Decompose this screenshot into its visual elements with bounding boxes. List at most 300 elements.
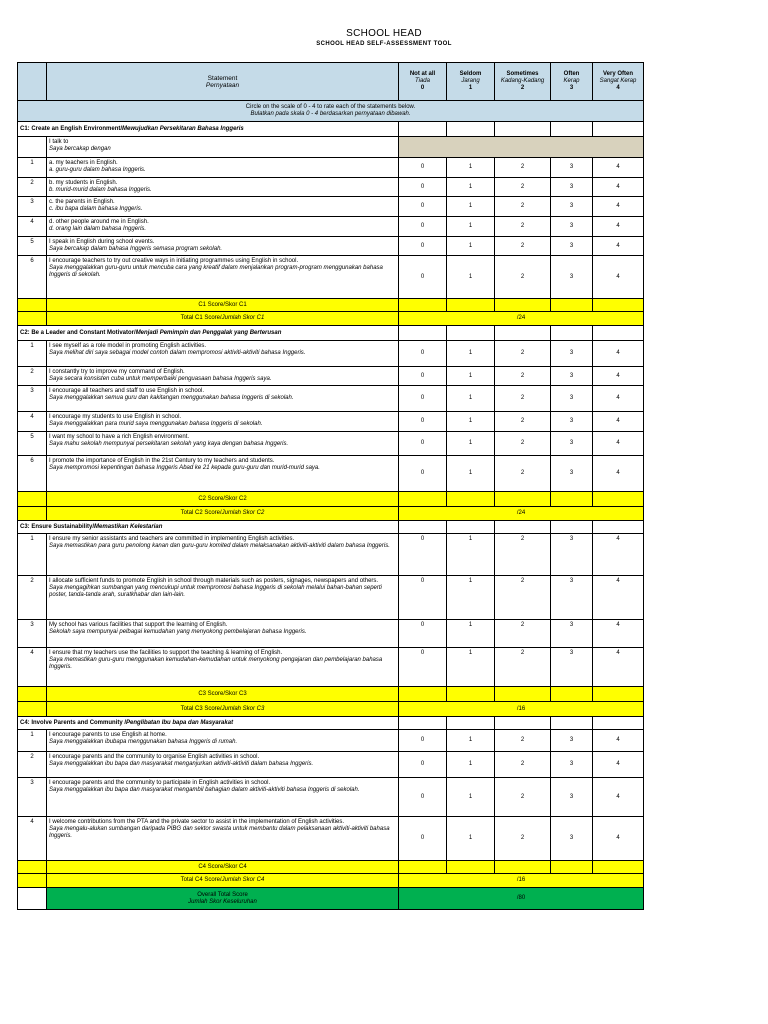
statement-row xyxy=(18,648,644,687)
score-option-0[interactable]: 0 xyxy=(399,237,447,256)
overall-label-ms: Jumlah Skor Keseluruhan xyxy=(188,898,257,905)
intro-shaded-cell xyxy=(399,137,644,158)
statement-number: 6 xyxy=(18,456,47,492)
score-option-2[interactable]: 2 xyxy=(495,178,551,197)
statement-cell xyxy=(47,778,399,817)
score-option-1[interactable]: 1 xyxy=(447,648,495,687)
empty-cell xyxy=(495,326,551,341)
statement-text-en: I encourage my students to use English in school. xyxy=(49,414,182,420)
score-option-4[interactable]: 4 xyxy=(593,412,644,432)
section-score-row xyxy=(18,687,644,702)
score-option-4[interactable]: 4 xyxy=(593,576,644,620)
statement-text-ms: d. orang lain dalam bahasa Inggeris. xyxy=(49,226,147,232)
score-option-2[interactable]: 2 xyxy=(495,412,551,432)
statement-row xyxy=(18,778,644,817)
header-statement-cell xyxy=(47,63,399,101)
scale-ms: Jarang xyxy=(461,78,480,84)
score-option-2[interactable]: 2 xyxy=(495,817,551,861)
score-option-3[interactable]: 3 xyxy=(551,456,593,492)
empty-cell xyxy=(399,122,447,137)
statement-text-ms: b. murid-murid dalam bahasa Inggeris. xyxy=(49,187,152,193)
score-option-1[interactable]: 1 xyxy=(447,412,495,432)
score-entry-cell[interactable] xyxy=(593,861,644,874)
statement-row xyxy=(18,432,644,456)
score-option-3[interactable]: 3 xyxy=(551,817,593,861)
statement-text-en: I want my school to have a rich English environment. xyxy=(49,434,190,440)
header-row xyxy=(18,63,644,101)
total-label-ms: Jumlah Skor C3 xyxy=(221,705,265,712)
score-option-0[interactable]: 0 xyxy=(399,386,447,412)
score-option-1[interactable]: 1 xyxy=(447,576,495,620)
section-title-cell xyxy=(18,521,399,534)
score-option-0[interactable]: 0 xyxy=(399,412,447,432)
statement-text-ms: Saya menggalakkan para murid saya menggunakan bahasa Inggeris di sekolah. xyxy=(49,421,263,427)
score-option-0[interactable]: 0 xyxy=(399,730,447,752)
section-total-max[interactable]: /24 xyxy=(399,312,644,326)
statement-number: 3 xyxy=(18,778,47,817)
score-option-3[interactable]: 3 xyxy=(551,158,593,178)
score-option-3[interactable]: 3 xyxy=(551,778,593,817)
empty-cell xyxy=(18,312,47,326)
statement-number: 2 xyxy=(18,367,47,386)
score-option-2[interactable]: 2 xyxy=(495,534,551,576)
scale-en: Very Often xyxy=(602,71,633,77)
score-option-4[interactable]: 4 xyxy=(593,817,644,861)
instructions-cell xyxy=(18,101,644,122)
statement-number: 3 xyxy=(18,620,47,648)
statement-text-en: I encourage teachers to try out creative ways in initiating programmes using English in school. xyxy=(49,258,299,264)
score-option-0[interactable]: 0 xyxy=(399,432,447,456)
section-score-label: C1 Score/Skor C1 xyxy=(47,299,399,312)
score-option-1[interactable]: 1 xyxy=(447,197,495,217)
score-option-4[interactable]: 4 xyxy=(593,256,644,299)
score-entry-cell[interactable] xyxy=(495,861,551,874)
score-option-0[interactable]: 0 xyxy=(399,752,447,778)
statement-text-en: a. my teachers in English. xyxy=(49,160,118,166)
score-option-3[interactable]: 3 xyxy=(551,620,593,648)
score-option-1[interactable]: 1 xyxy=(447,752,495,778)
statement-number: 4 xyxy=(18,412,47,432)
statement-row xyxy=(18,730,644,752)
statement-text-en: d. other people around me in English. xyxy=(49,219,149,225)
statement-text-ms: Sekolah saya mempunyai pelbagai kemudahan yang menyokong pembelajaran bahasa Inggeris. xyxy=(49,629,307,635)
statement-number: 3 xyxy=(18,386,47,412)
score-option-4[interactable]: 4 xyxy=(593,158,644,178)
score-option-4[interactable]: 4 xyxy=(593,752,644,778)
section-title-cell xyxy=(18,122,399,137)
score-option-3[interactable]: 3 xyxy=(551,237,593,256)
score-option-3[interactable]: 3 xyxy=(551,256,593,299)
section-total-max[interactable]: /16 xyxy=(399,702,644,717)
statement-number: 4 xyxy=(18,217,47,237)
statement-cell xyxy=(47,217,399,237)
scale-0-header xyxy=(399,63,447,101)
total-label-en: Total C1 Score/ xyxy=(180,315,222,321)
statement-text-en: c. the parents in English. xyxy=(49,199,115,205)
score-option-3[interactable]: 3 xyxy=(551,217,593,237)
empty-cell xyxy=(593,326,644,341)
empty-cell xyxy=(447,717,495,730)
section-title-row xyxy=(18,326,644,341)
section-title-row xyxy=(18,717,644,730)
scale-en: Often xyxy=(563,71,580,77)
score-option-2[interactable]: 2 xyxy=(495,432,551,456)
score-option-0[interactable]: 0 xyxy=(399,158,447,178)
statement-cell xyxy=(47,256,399,299)
section-total-max[interactable]: /24 xyxy=(399,507,644,521)
score-entry-cell[interactable] xyxy=(551,687,593,702)
score-option-1[interactable]: 1 xyxy=(447,237,495,256)
score-option-0[interactable]: 0 xyxy=(399,620,447,648)
empty-cell xyxy=(18,861,47,874)
statement-text-en: I see myself as a role model in promoting English activities. xyxy=(49,343,207,349)
score-option-4[interactable]: 4 xyxy=(593,341,644,367)
statement-cell xyxy=(47,432,399,456)
score-option-2[interactable]: 2 xyxy=(495,752,551,778)
score-option-0[interactable]: 0 xyxy=(399,648,447,687)
intro-row xyxy=(18,137,644,158)
section-title-en: C2: Be a Leader and Constant Motivator/ xyxy=(20,329,136,336)
statement-row xyxy=(18,341,644,367)
score-option-4[interactable]: 4 xyxy=(593,778,644,817)
statement-number: 4 xyxy=(18,648,47,687)
total-label-ms: Jumlah Skor C4 xyxy=(221,877,265,883)
statement-text-en: I promote the importance of English in the 21st Century to my teachers and students. xyxy=(49,458,275,464)
overall-total-label xyxy=(47,888,399,910)
statement-text-en: I constantly try to improve my command of English. xyxy=(49,369,185,375)
scale-ms: Kadang-Kadang xyxy=(500,78,545,84)
score-option-1[interactable]: 1 xyxy=(447,620,495,648)
score-option-0[interactable]: 0 xyxy=(399,367,447,386)
score-option-1[interactable]: 1 xyxy=(447,386,495,412)
statement-text-ms: Saya memastikan para guru penolong kanan dan guru-guru komited dalam melaksanakan aktiviti-aktiviti dalam bahasa Inggeris. xyxy=(49,543,390,549)
instructions-ms: Bulatkan pada skala 0 - 4 berdasarkan pernyataan dibawah. xyxy=(250,111,411,117)
scale-ms: Sangat Kerap xyxy=(599,78,637,84)
score-option-0[interactable]: 0 xyxy=(399,817,447,861)
empty-cell xyxy=(593,717,644,730)
score-option-3[interactable]: 3 xyxy=(551,752,593,778)
statement-number: 5 xyxy=(18,432,47,456)
score-option-3[interactable]: 3 xyxy=(551,534,593,576)
empty-cell xyxy=(551,122,593,137)
score-option-3[interactable]: 3 xyxy=(551,730,593,752)
section-title-ms: Penglibatan Ibu bapa dan Masyarakat xyxy=(126,719,234,726)
statement-row xyxy=(18,386,644,412)
score-option-0[interactable]: 0 xyxy=(399,217,447,237)
score-option-1[interactable]: 1 xyxy=(447,817,495,861)
statement-text-ms: Saya memastikan guru-guru menggunakan kemudahan-kemudahan untuk menyokong pengajaran dan pembelajaran bahasa Inggeris. xyxy=(49,657,383,670)
score-option-2[interactable]: 2 xyxy=(495,237,551,256)
score-option-3[interactable]: 3 xyxy=(551,197,593,217)
empty-cell xyxy=(18,507,47,521)
total-label-ms: Jumlah Skor C1 xyxy=(221,315,265,321)
section-score-row xyxy=(18,299,644,312)
score-option-4[interactable]: 4 xyxy=(593,534,644,576)
score-option-2[interactable]: 2 xyxy=(495,730,551,752)
score-entry-cell[interactable] xyxy=(399,299,447,312)
empty-cell xyxy=(593,122,644,137)
page-subtitle: SCHOOL HEAD SELF-ASSESSMENT TOOL xyxy=(316,41,452,47)
score-entry-cell[interactable] xyxy=(447,299,495,312)
score-option-2[interactable]: 2 xyxy=(495,576,551,620)
score-option-2[interactable]: 2 xyxy=(495,648,551,687)
statement-text-ms: Saya melihat diri saya sebagai model contoh dalam mempromosi aktiviti-aktiviti bahasa Inggeris. xyxy=(49,350,306,356)
statement-row xyxy=(18,576,644,620)
score-option-2[interactable]: 2 xyxy=(495,341,551,367)
score-option-2[interactable]: 2 xyxy=(495,158,551,178)
score-option-2[interactable]: 2 xyxy=(495,456,551,492)
score-option-1[interactable]: 1 xyxy=(447,178,495,197)
empty-cell xyxy=(18,888,47,910)
statement-cell xyxy=(47,367,399,386)
section-total-label xyxy=(47,874,399,888)
score-entry-cell[interactable] xyxy=(399,492,447,507)
score-option-4[interactable]: 4 xyxy=(593,432,644,456)
scale-en: Sometimes xyxy=(506,71,539,77)
score-option-0[interactable]: 0 xyxy=(399,576,447,620)
section-total-max[interactable]: /16 xyxy=(399,874,644,888)
statement-text-ms: Saya secara konsisten cuba untuk memperbaiki penguasaan bahasa Inggeris saya. xyxy=(49,376,272,382)
empty-cell xyxy=(551,717,593,730)
empty-cell xyxy=(399,521,447,534)
score-option-0[interactable]: 0 xyxy=(399,341,447,367)
statement-cell xyxy=(47,576,399,620)
scale-num: 2 xyxy=(520,85,525,91)
scale-4-header xyxy=(593,63,644,101)
statement-row xyxy=(18,534,644,576)
score-entry-cell[interactable] xyxy=(495,687,551,702)
score-option-0[interactable]: 0 xyxy=(399,178,447,197)
score-option-0[interactable]: 0 xyxy=(399,256,447,299)
statement-cell xyxy=(47,386,399,412)
score-option-3[interactable]: 3 xyxy=(551,576,593,620)
statement-number: 2 xyxy=(18,178,47,197)
section-title-en: C3: Ensure Sustainability/ xyxy=(20,523,95,530)
statement-cell xyxy=(47,817,399,861)
scale-3-header xyxy=(551,63,593,101)
score-option-4[interactable]: 4 xyxy=(593,648,644,687)
section-total-label xyxy=(47,507,399,521)
score-entry-cell[interactable] xyxy=(447,687,495,702)
score-option-1[interactable]: 1 xyxy=(447,778,495,817)
score-entry-cell[interactable] xyxy=(447,492,495,507)
scale-en: Not at all xyxy=(409,71,436,77)
statement-row xyxy=(18,197,644,217)
statement-text-en: I encourage parents to use English at home. xyxy=(49,732,167,738)
section-total-row xyxy=(18,312,644,326)
statement-text-en: I ensure my senior assistants and teachers are committed in implementing English activities. xyxy=(49,536,295,542)
score-option-1[interactable]: 1 xyxy=(447,217,495,237)
header-num-cell xyxy=(18,63,47,101)
score-entry-cell[interactable] xyxy=(593,299,644,312)
score-option-1[interactable]: 1 xyxy=(447,456,495,492)
statement-text-ms: Saya menggalakkan ibu bapa dan masyarakat mengambil bahagian dalam aktiviti-aktiviti bahasa Inggeris di sekolah. xyxy=(49,787,360,793)
assessment-table xyxy=(17,62,644,910)
score-option-1[interactable]: 1 xyxy=(447,256,495,299)
empty-cell xyxy=(551,326,593,341)
statement-text-en: I welcome contributions from the PTA and the private sector to assist in the implementation of English activities. xyxy=(49,819,345,825)
statement-row xyxy=(18,217,644,237)
score-option-4[interactable]: 4 xyxy=(593,197,644,217)
empty-cell xyxy=(399,326,447,341)
empty-cell xyxy=(18,492,47,507)
statement-number: 1 xyxy=(18,158,47,178)
section-total-label xyxy=(47,312,399,326)
scale-num: 1 xyxy=(468,85,473,91)
statement-text-en: I encourage parents and the community to organise English activities in school. xyxy=(49,754,260,760)
scale-en: Seldom xyxy=(459,71,482,77)
statement-cell xyxy=(47,341,399,367)
statement-text-ms: Saya menggalakkan semua guru dan kakitangan menggunakan bahasa Inggeris di sekolah. xyxy=(49,395,294,401)
total-label-en: Total C3 Score/ xyxy=(180,705,222,712)
empty-cell xyxy=(399,717,447,730)
score-option-3[interactable]: 3 xyxy=(551,432,593,456)
statement-cell xyxy=(47,237,399,256)
empty-cell xyxy=(495,521,551,534)
statement-number: 1 xyxy=(18,730,47,752)
score-entry-cell[interactable] xyxy=(593,687,644,702)
score-option-1[interactable]: 1 xyxy=(447,341,495,367)
overall-total-max[interactable]: /80 xyxy=(399,888,644,910)
section-title-row xyxy=(18,122,644,137)
section-score-label: C2 Score/Skor C2 xyxy=(47,492,399,507)
score-option-0[interactable]: 0 xyxy=(399,778,447,817)
score-option-1[interactable]: 1 xyxy=(447,730,495,752)
statement-cell xyxy=(47,158,399,178)
score-option-3[interactable]: 3 xyxy=(551,386,593,412)
empty-cell xyxy=(447,326,495,341)
score-option-2[interactable]: 2 xyxy=(495,778,551,817)
score-option-3[interactable]: 3 xyxy=(551,341,593,367)
score-option-1[interactable]: 1 xyxy=(447,534,495,576)
statement-text-ms: Saya menggalakkan guru-guru untuk mencuba cara yang kreatif dalam menjalankan program-program menggunakan bahasa Inggeris di sekolah. xyxy=(49,265,383,278)
statement-number: 1 xyxy=(18,534,47,576)
statement-number: 6 xyxy=(18,256,47,299)
scale-num: 3 xyxy=(569,85,574,91)
score-option-4[interactable]: 4 xyxy=(593,367,644,386)
score-option-0[interactable]: 0 xyxy=(399,534,447,576)
statement-row xyxy=(18,817,644,861)
overall-label-en: Overall Total Score xyxy=(197,891,248,898)
score-entry-cell[interactable] xyxy=(551,299,593,312)
score-entry-cell[interactable] xyxy=(399,861,447,874)
score-option-4[interactable]: 4 xyxy=(593,456,644,492)
statement-text-en: I allocate sufficient funds to promote English in school through materials such as posters, signages, newspapers and others. xyxy=(49,578,379,584)
statement-number: 3 xyxy=(18,197,47,217)
score-option-2[interactable]: 2 xyxy=(495,386,551,412)
statement-row xyxy=(18,620,644,648)
section-title-en: C4: Involve Parents and Community / xyxy=(20,719,127,726)
score-option-1[interactable]: 1 xyxy=(447,367,495,386)
score-option-3[interactable]: 3 xyxy=(551,412,593,432)
score-option-2[interactable]: 2 xyxy=(495,367,551,386)
statement-text-ms: c. ibu bapa dalam bahasa Inggeris. xyxy=(49,206,143,212)
score-entry-cell[interactable] xyxy=(495,492,551,507)
statement-number: 5 xyxy=(18,237,47,256)
score-option-4[interactable]: 4 xyxy=(593,730,644,752)
scale-1-header xyxy=(447,63,495,101)
intro-en: I talk to xyxy=(49,139,69,145)
statement-row xyxy=(18,256,644,299)
statement-row xyxy=(18,752,644,778)
score-entry-cell[interactable] xyxy=(593,492,644,507)
statement-row xyxy=(18,158,644,178)
intro-num-cell xyxy=(18,137,47,158)
score-option-0[interactable]: 0 xyxy=(399,456,447,492)
section-title-row xyxy=(18,521,644,534)
empty-cell xyxy=(18,874,47,888)
statement-cell xyxy=(47,178,399,197)
statement-number: 2 xyxy=(18,752,47,778)
section-score-row xyxy=(18,492,644,507)
empty-cell xyxy=(18,702,47,717)
statement-text-en: I speak in English during school events. xyxy=(49,239,155,245)
score-entry-cell[interactable] xyxy=(551,861,593,874)
statement-text-ms: Saya mengagihkan sumbangan yang mencukupi untuk mempromosi bahasa Inggeris di sekolah melalui bahan-bahan seperti poster, tanda-tanda arah, suratkhabar dan lain-lain. xyxy=(49,585,382,598)
score-option-2[interactable]: 2 xyxy=(495,197,551,217)
statement-row xyxy=(18,456,644,492)
score-option-1[interactable]: 1 xyxy=(447,432,495,456)
score-option-4[interactable]: 4 xyxy=(593,620,644,648)
statement-ms: Pernyataan xyxy=(205,81,240,89)
score-option-3[interactable]: 3 xyxy=(551,367,593,386)
page-title: SCHOOL HEAD xyxy=(346,28,422,39)
section-title-cell xyxy=(18,326,399,341)
intro-ms: Saya bercakap dengan xyxy=(49,146,111,152)
score-option-3[interactable]: 3 xyxy=(551,178,593,197)
score-entry-cell[interactable] xyxy=(495,299,551,312)
score-option-2[interactable]: 2 xyxy=(495,620,551,648)
empty-cell xyxy=(447,521,495,534)
statement-cell xyxy=(47,534,399,576)
statement-number: 1 xyxy=(18,341,47,367)
score-entry-cell[interactable] xyxy=(551,492,593,507)
empty-cell xyxy=(551,521,593,534)
statement-number: 4 xyxy=(18,817,47,861)
score-option-2[interactable]: 2 xyxy=(495,256,551,299)
statement-cell xyxy=(47,730,399,752)
instructions-en: Circle on the scale of 0 - 4 to rate each of the statements below. xyxy=(245,104,416,110)
section-title-ms: Mewujudkan Persekitaran Bahasa Inggeris xyxy=(122,125,244,132)
statement-cell xyxy=(47,752,399,778)
statement-text-ms: Saya bercakap dalam bahasa Inggeris semasa program sekolah. xyxy=(49,246,223,252)
statement-text-en: I encourage all teachers and staff to use English in school. xyxy=(49,388,204,394)
score-entry-cell[interactable] xyxy=(399,687,447,702)
section-total-row xyxy=(18,507,644,521)
total-label-en: Total C4 Score/ xyxy=(180,877,222,883)
score-option-4[interactable]: 4 xyxy=(593,217,644,237)
statement-text-ms: Saya mempromosi kepentingan bahasa Inggeris Abad ke 21 kepada guru-guru dan murid-murid saya. xyxy=(49,465,320,471)
scale-num: 0 xyxy=(420,85,425,91)
statement-cell xyxy=(47,456,399,492)
score-option-2[interactable]: 2 xyxy=(495,217,551,237)
section-title-cell xyxy=(18,717,399,730)
score-option-4[interactable]: 4 xyxy=(593,386,644,412)
statement-text-ms: Saya menggalakkan ibu bapa dan masyarakat menganjurkan aktiviti-aktiviti dalam bahasa Inggeris. xyxy=(49,761,314,767)
section-score-label: C4 Score/Skor C4 xyxy=(47,861,399,874)
score-option-4[interactable]: 4 xyxy=(593,237,644,256)
score-option-1[interactable]: 1 xyxy=(447,158,495,178)
score-option-0[interactable]: 0 xyxy=(399,197,447,217)
statement-text-ms: Saya mengalu-alukan sumbangan daripada PIBG dan sektor swasta untuk membantu dalam pelaksanaan aktiviti-aktiviti bahasa Inggeris. xyxy=(49,826,390,839)
score-option-4[interactable]: 4 xyxy=(593,178,644,197)
score-entry-cell[interactable] xyxy=(447,861,495,874)
score-option-3[interactable]: 3 xyxy=(551,648,593,687)
statement-text-en: I ensure that my teachers use the facilities to support the teaching & learning of English. xyxy=(49,650,283,656)
empty-cell xyxy=(18,299,47,312)
statement-en: Statement xyxy=(207,74,238,82)
statement-text-ms: Saya menggalakkan ibubapa menggunakan bahasa Inggeris di rumah. xyxy=(49,739,238,745)
